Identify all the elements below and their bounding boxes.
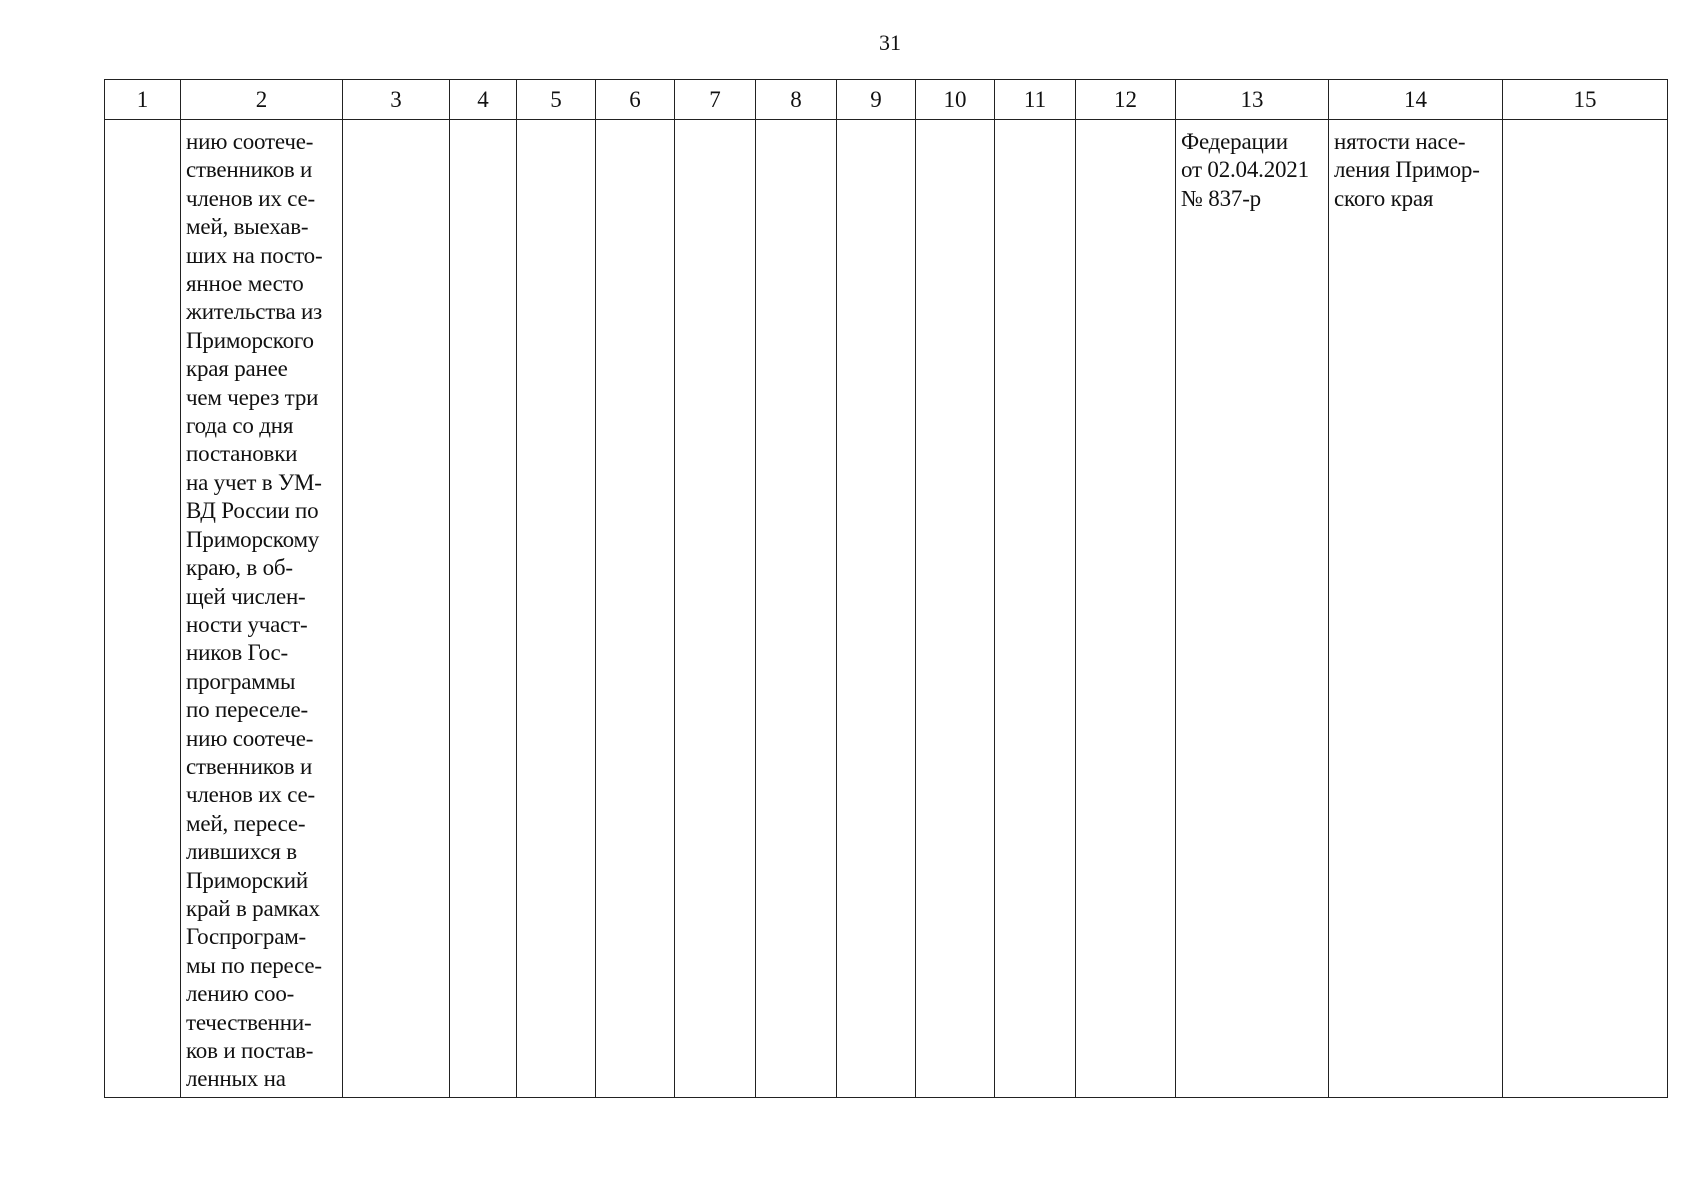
table-header-row (105, 80, 1668, 120)
column-header-7: 7 (675, 80, 756, 120)
column-header-4: 4 (450, 80, 517, 120)
cell-text-col2: нию соотече- ственников и членов их се- мей, выехав- ших на посто- янное место жительства из Приморского края ранее чем через три года со дня постановки на учет в УМ- ВД России по Приморскому краю, в об- щей числен- ности участ- ников Гос- программы по переселе- нию соотече- ственников и членов их се- мей, пересе- лившихся в Приморский край в рамках Госпрограм- мы по пересе- лению соо- течественни- ков и постав- ленных на (186, 129, 323, 1092)
column-header-8: 8 (756, 80, 837, 120)
column-header-15: 15 (1503, 80, 1668, 120)
table-cell-col3 (343, 120, 450, 1098)
table-cell-col13 (1176, 120, 1329, 1098)
table-cell-col6 (596, 120, 675, 1098)
table-cell-col11 (995, 120, 1076, 1098)
table-cell-col14 (1329, 120, 1503, 1098)
column-header-6: 6 (596, 80, 675, 120)
table-cell-col4 (450, 120, 517, 1098)
column-header-10: 10 (916, 80, 995, 120)
cell-text-col13: Федерации от 02.04.2021 № 837-р (1181, 129, 1309, 211)
table-cell-col15 (1503, 120, 1668, 1098)
table-cell-col8 (756, 120, 837, 1098)
column-header-11: 11 (995, 80, 1076, 120)
table-cell-col10 (916, 120, 995, 1098)
table-row (105, 120, 1668, 1098)
column-header-1: 1 (105, 80, 181, 120)
column-header-9: 9 (837, 80, 916, 120)
column-header-2: 2 (181, 80, 343, 120)
column-header-14: 14 (1329, 80, 1503, 120)
table-cell-col5 (517, 120, 596, 1098)
column-header-5: 5 (517, 80, 596, 120)
column-header-12: 12 (1076, 80, 1176, 120)
document-table (104, 79, 1668, 1098)
table-cell-col12 (1076, 120, 1176, 1098)
table-cell-col9 (837, 120, 916, 1098)
column-header-3: 3 (343, 80, 450, 120)
table-cell-col1 (105, 120, 181, 1098)
cell-text-col14: нятости насе- ления Примор- ского края (1334, 129, 1480, 211)
column-header-13: 13 (1176, 80, 1329, 120)
table-cell-col7 (675, 120, 756, 1098)
page-number: 31 (879, 30, 901, 55)
table-cell-col2 (181, 120, 343, 1098)
